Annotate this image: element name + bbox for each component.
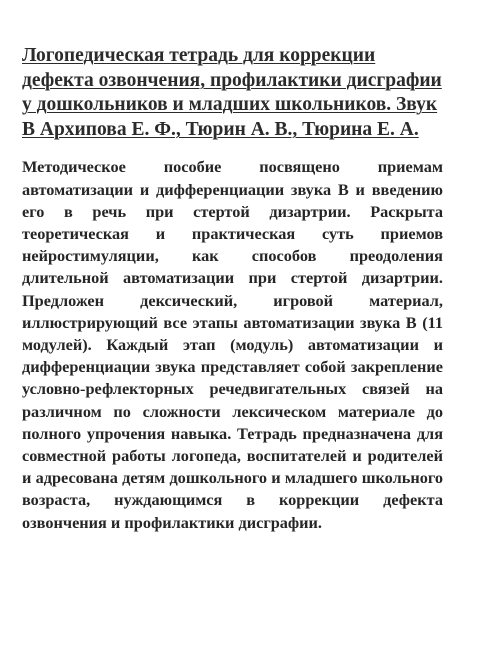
book-description: Методическое пособие посвящено приемам автоматизации и дифференциации звука В и введению его в речь при стертой дизартрии. Раскрыта теоретическая и практическая суть приемов нейростимуляции, как способов преодоления длительной автоматизации при стертой дизартрии. Предложен дексический, игровой материал, иллюстрирующий все этапы автоматизации звука В (11 модулей). Каждый этап (модуль) автоматизации и дифференциации звука представляет собой закрепление условно-рефлекторных речедвигательных связей на различном по сложности лексическом материале до полного упрочения навыка. Тетрадь предназначена для совместной работы логопеда, воспитателей и родителей и адресована детям дошкольного и младшего школьного возраста, нуждающимся в коррекции дефекта озвончения и профилактики дисграфии. — [22, 157, 443, 532]
book-title-link[interactable]: Логопедическая тетрадь для коррекции дефекта озвончения, профилактики дисграфии у дошкольников и младших школьников. Звук В Архипова Е. Ф., Тюрин А. В., Тюрина Е. А. — [22, 45, 442, 140]
document-page — [22, 44, 443, 534]
